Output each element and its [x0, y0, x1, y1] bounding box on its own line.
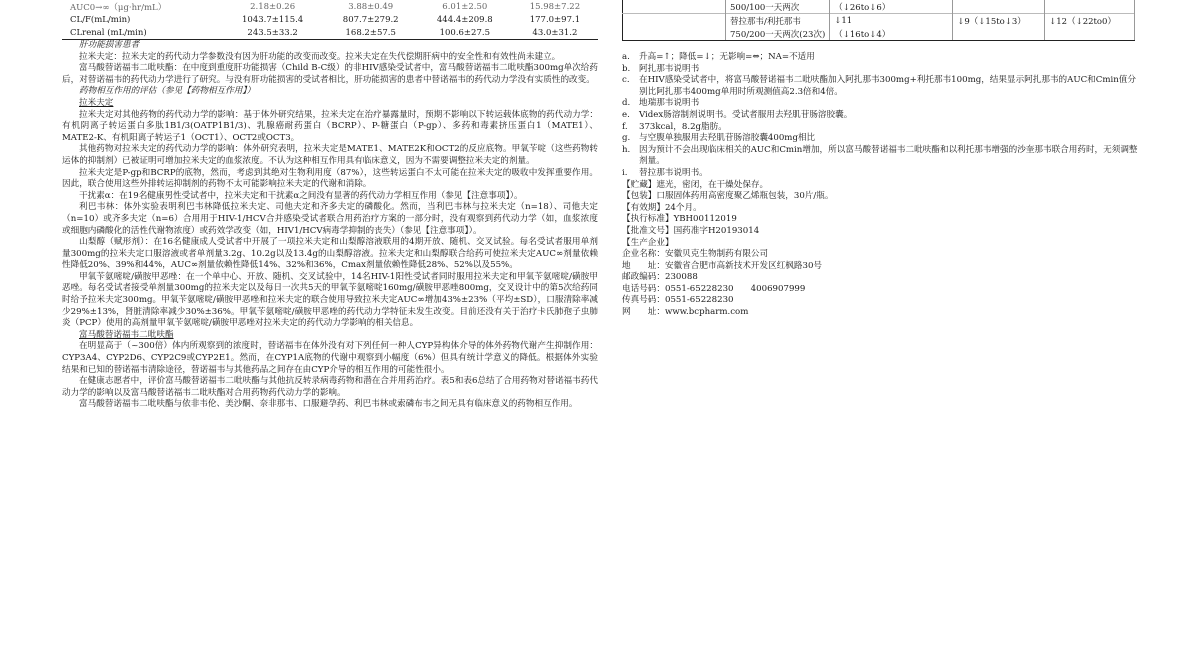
footnote-key: f. [622, 121, 628, 132]
field-label: 邮政编码： [622, 272, 665, 283]
company-field [622, 295, 1138, 307]
section-heading: 肝功能损害患者 [79, 40, 140, 50]
paragraph: 拉米夫定对其他药物的药代动力学的影响：基于体外研究结果，拉米夫定在治疗暴露量时，预期不影响以下转运载体底物的药代动力学：有机阴离子转运蛋白多肽1B1/3(OATP1B1/3)、乳腺癌耐药蛋白（BCRP）、P-糖蛋白（P-gp）、多药和毒素挤压蛋白1（MATE1）、MATE2-K、有机阳离子转运子1（OCT1）、OCT2或OCT3。 [62, 109, 598, 143]
table-cell: 807.7±279.2 [342, 14, 399, 25]
footnote-text: 升高=↑；降低=↓；无影响=⇔；NA=不适用 [639, 52, 815, 62]
footnote-key: i. [622, 167, 628, 178]
left-column [62, 0, 598, 411]
table-cell: 100.6±27.5 [418, 26, 512, 40]
footnote-key: g. [622, 133, 631, 144]
field-value: 安徽省合肥市高新技术开发区红枫路30号 [664, 260, 823, 271]
footnote-text: 地瑞那韦说明书 [639, 98, 700, 109]
field-label: 电话号码： [622, 283, 665, 294]
label-section: 【有效期】24个月。 [622, 202, 702, 213]
table-cell: 2.18±0.26 [250, 1, 296, 12]
table-cell: 177.0±97.1 [529, 14, 581, 25]
footnote-key: h. [622, 144, 631, 155]
row-label: CLrenal (mL/min) [62, 26, 222, 40]
field-value: 0551-65228230 4006907999 [664, 283, 806, 294]
label-section: 【执行标准】YBH00112019 [622, 214, 737, 225]
footnote-text: Videx肠溶制剂说明书。受试者服用去羟肌苷肠溶胶囊。 [639, 109, 853, 120]
paragraph: 甲氧苄氨嘧啶/磺胺甲恶唑：在一个单中心、开放、随机、交叉试验中，14名HIV-1阳性受试者同时服用拉米夫定和甲氧苄氨嘧啶/磺胺甲恶唑。每名受试者接受单剂量300mg的拉米夫定以及每日一次共5天的甲氧苄氨嘧啶160mg/磺胺甲恶唑800mg，交叉设计中的第5次给药同时给予拉米夫定300mg。甲氧苄氨嘧啶/磺胺甲恶唑和拉米夫定的联合使用导致拉米夫定AUC∞增加43%±23%（平均±SD），口服清除率减少29%±13%，肾脏清除率减少30%±36%。甲氧苄氨嘧啶/磺胺甲恶唑的药代动力学特征未发生改变。目前还没有关于治疗卡氏肺孢子虫肺炎（PCP）使用的高剂量甲氧苄氨嘧啶/磺胺甲恶唑对拉米夫定的药代动力学影响的相关信息。 [62, 271, 598, 329]
footnote [622, 98, 1138, 110]
footnote [622, 75, 1138, 98]
table-cell: 500/100一天两次 [726, 0, 830, 14]
footnote-text: 替拉那韦说明书。 [639, 167, 708, 178]
company-field [622, 307, 1138, 319]
footnote [622, 168, 1138, 180]
paragraph: 干扰素α：在19名健康男性受试者中，拉米夫定和干扰素α之间没有显著的药代动力学相互作用（参见【注意事项】）。 [79, 190, 523, 201]
footnote-key: d. [622, 98, 631, 109]
footnote-text: 与空腹单独服用去羟肌苷肠溶胶囊400mg相比 [639, 133, 816, 144]
field-value: 230088 [664, 272, 698, 283]
table-row [62, 26, 598, 40]
field-label: 网 址： [622, 307, 665, 318]
footnote-key: c. [622, 75, 630, 86]
company-info [622, 249, 1138, 319]
field-label: 传真号码： [622, 295, 665, 306]
label-section: 【贮藏】遮光，密闭，在干燥处保存。 [622, 179, 769, 190]
company-field [622, 261, 1138, 273]
paragraph: 在健康志愿者中，评价富马酸替诺福韦二吡呋酯与其他抗反转录病毒药物和潜在合并用药治疗。表5和表6总结了合用药物对替诺福韦药代动力学的影响以及富马酸替诺福韦二吡呋酯对合用药物药代动力学的影响。 [62, 376, 598, 398]
label-section: 【生产企业】 [622, 237, 674, 248]
table-cell: 168.2±57.5 [324, 26, 418, 40]
paragraph: 山梨醇（赋形剂）：在16名健康成人受试者中开展了一项拉米夫定和山梨醇溶液联用的4期开放、随机、交叉试验。每名受试者服用单剂量300mg的拉米夫定口服溶液或者单剂量3.2g、10.2g以及13.4g的山梨醇溶液。拉米夫定和山梨醇联合给药可使拉米夫定AUC∞剂量依赖性降低20%、39%和44%，AUC∞剂量依赖性降低14%、32%和36%，Cmax剂量依赖性降低28%、52%以及55%。 [62, 237, 598, 271]
company-field [622, 249, 1138, 261]
table-cell: （↓26to↓6） [830, 0, 953, 14]
field-value: www.bcpharm.com [664, 307, 749, 318]
row-label: AUC0→∞（μg·hr/mL） [70, 2, 167, 13]
table-cell: 444.4±209.8 [436, 14, 493, 25]
footnote [622, 52, 1138, 64]
paragraph: 富马酸替诺福韦二吡呋酯与依非韦伦、美沙酮、奈非那韦、口服避孕药、利巴韦林或索磷布韦之间无具有临床意义的药物相互作用。 [79, 399, 578, 410]
field-label: 企业名称： [622, 249, 665, 260]
label-section: 【包装】口服固体药用高密度聚乙烯瓶包装，30片/瓶。 [622, 191, 834, 202]
footnote-key: e. [622, 109, 630, 120]
right-column [622, 0, 1138, 319]
company-field [622, 284, 1138, 296]
footnote-text: 因为预计不会出现临床相关的AUC和Cmin增加，所以富马酸替诺福韦二吡呋酯和以利托那韦增强的沙奎那韦联合用药时，无须调整剂量。 [639, 144, 1138, 167]
paragraph: 利巴韦林：体外实验表明利巴韦林降低拉米夫定、司他夫定和齐多夫定的磷酸化。然而，当利巴韦林与拉米夫定（n=18）、司他夫定（n=10）或齐多夫定（n=6）合用用于HIV-1/HCV合并感染受试者联合用药治疗方案的一部分时，没有观察到药代动力学（如，血浆浓度或细胞内磷酸化的活性代谢物浓度）或药效学改变（如，HIV1/HCV病毒学抑制的丧失）（参见【注意事项】）。 [62, 202, 598, 236]
pk-parameter-table [62, 0, 598, 40]
table-cell: ↓12（↓22to0） [1045, 14, 1135, 28]
interaction-table [622, 0, 1135, 41]
paragraph: 拉米夫定是P-gp和BCRP的底物，然而，考虑到其绝对生物利用度（87%），这些转运蛋白不太可能在拉米夫定的吸收中发挥重要作用。因此，联合使用这些外排转运抑制剂的药物不太可能影响拉米夫定的代谢和消除。 [62, 167, 598, 190]
paragraph: 其他药物对拉米夫定的药代动力学的影响：体外研究表明，拉米夫定是MATE1、MATE2K和OCT2的反应底物。甲氧苄啶（这些药物转运体的抑制剂）已被证明可增加拉米夫定的血浆浓度。不认为这种相互作用具有临床意义，因为不需要调整拉米夫定的剂量。 [62, 144, 598, 166]
table-cell: ↓11 [830, 14, 953, 28]
table-cell: 43.0±31.2 [512, 26, 598, 40]
label-sections [622, 180, 1138, 250]
footnote [622, 133, 1138, 145]
company-field [622, 272, 1138, 284]
field-label: 地 址： [622, 260, 665, 271]
table-cell: 替拉那韦/利托那韦 [726, 14, 830, 28]
field-value: 0551-65228230 [664, 295, 734, 306]
footnote [622, 122, 1138, 134]
footnote-key: b. [622, 63, 631, 74]
section-heading: 药物相互作用的评估（参见【药物相互作用】） [79, 86, 256, 97]
footnote-text: 373kcal，8.2g脂肪。 [639, 121, 727, 132]
paragraph: 拉米夫定：拉米夫定的药代动力学参数没有因为肝功能的改变而改变。拉米夫定在失代偿期肝病中的安全性和有效性尚未建立。 [79, 51, 561, 62]
table-cell: ↓9（↓15to↓3） [953, 14, 1045, 28]
footnote [622, 145, 1138, 168]
table-row [62, 0, 598, 13]
table-cell: 243.5±33.2 [222, 26, 324, 40]
footnotes [622, 52, 1138, 180]
paragraph: 在明显高于（~300倍）体内所观察到的浓度时，替诺福韦在体外没有对下列任何一种人CYP异构体介导的体外药物代谢产生抑制作用：CYP3A4、CYP2D6、CYP2C9或CYP2E1。然而，在CYP1A底物的代谢中观察到小幅度（6%）但具有统计学意义的降低。根据体外实验结果和已知的替诺福韦清除途径，替诺福韦与其他药品之间存在由CYP介导的相互作用的可能性很小。 [62, 341, 598, 375]
table-cell: 3.88±0.49 [348, 1, 394, 12]
footnote-key: a. [622, 52, 630, 62]
footnote [622, 110, 1138, 122]
table-row [62, 13, 598, 26]
table-cell: 1043.7±115.4 [242, 14, 304, 25]
table-cell: 6.01±2.50 [442, 1, 488, 12]
subsection-heading: 拉米夫定 [79, 97, 114, 108]
label-section: 【批准文号】国药准字H20193014 [622, 225, 760, 236]
table-row [623, 27, 1135, 41]
field-value: 安徽贝克生物制药有限公司 [664, 249, 769, 260]
table-cell: （↓16to↓4） [830, 27, 953, 41]
footnote [622, 64, 1138, 76]
left-body-text [62, 40, 598, 411]
footnote-text: 在HIV感染受试者中，将富马酸替诺福韦二吡呋酯加入阿扎那韦300mg+利托那韦100mg，结果显示阿扎那韦的AUC和Cmin值分别比阿扎那韦400mg单用时所观测值高2.3倍和4倍。 [639, 75, 1136, 97]
paragraph: 富马酸替诺福韦二吡呋酯：在中度到重度肝功能损害（Child B-C级）的非HIV感染受试者中，富马酸替诺福韦二吡呋酯300mg单次给药后，对替诺福韦的药代动力学进行了研究。与没有肝功能损害的受试者相比，肝功能损害的患者中替诺福韦的药代动力学没有实质性的改变。 [62, 63, 598, 85]
footnote-text: 阿扎那韦说明书 [639, 63, 700, 74]
table-row [623, 0, 1135, 14]
table-row [623, 14, 1135, 28]
table-cell: 15.98±7.22 [529, 1, 581, 12]
table-cell: 750/200一天两次(23次) [726, 27, 830, 41]
row-label: CL/F(mL/min) [70, 14, 131, 25]
subsection-heading: 富马酸替诺福韦二吡呋酯 [79, 329, 174, 340]
